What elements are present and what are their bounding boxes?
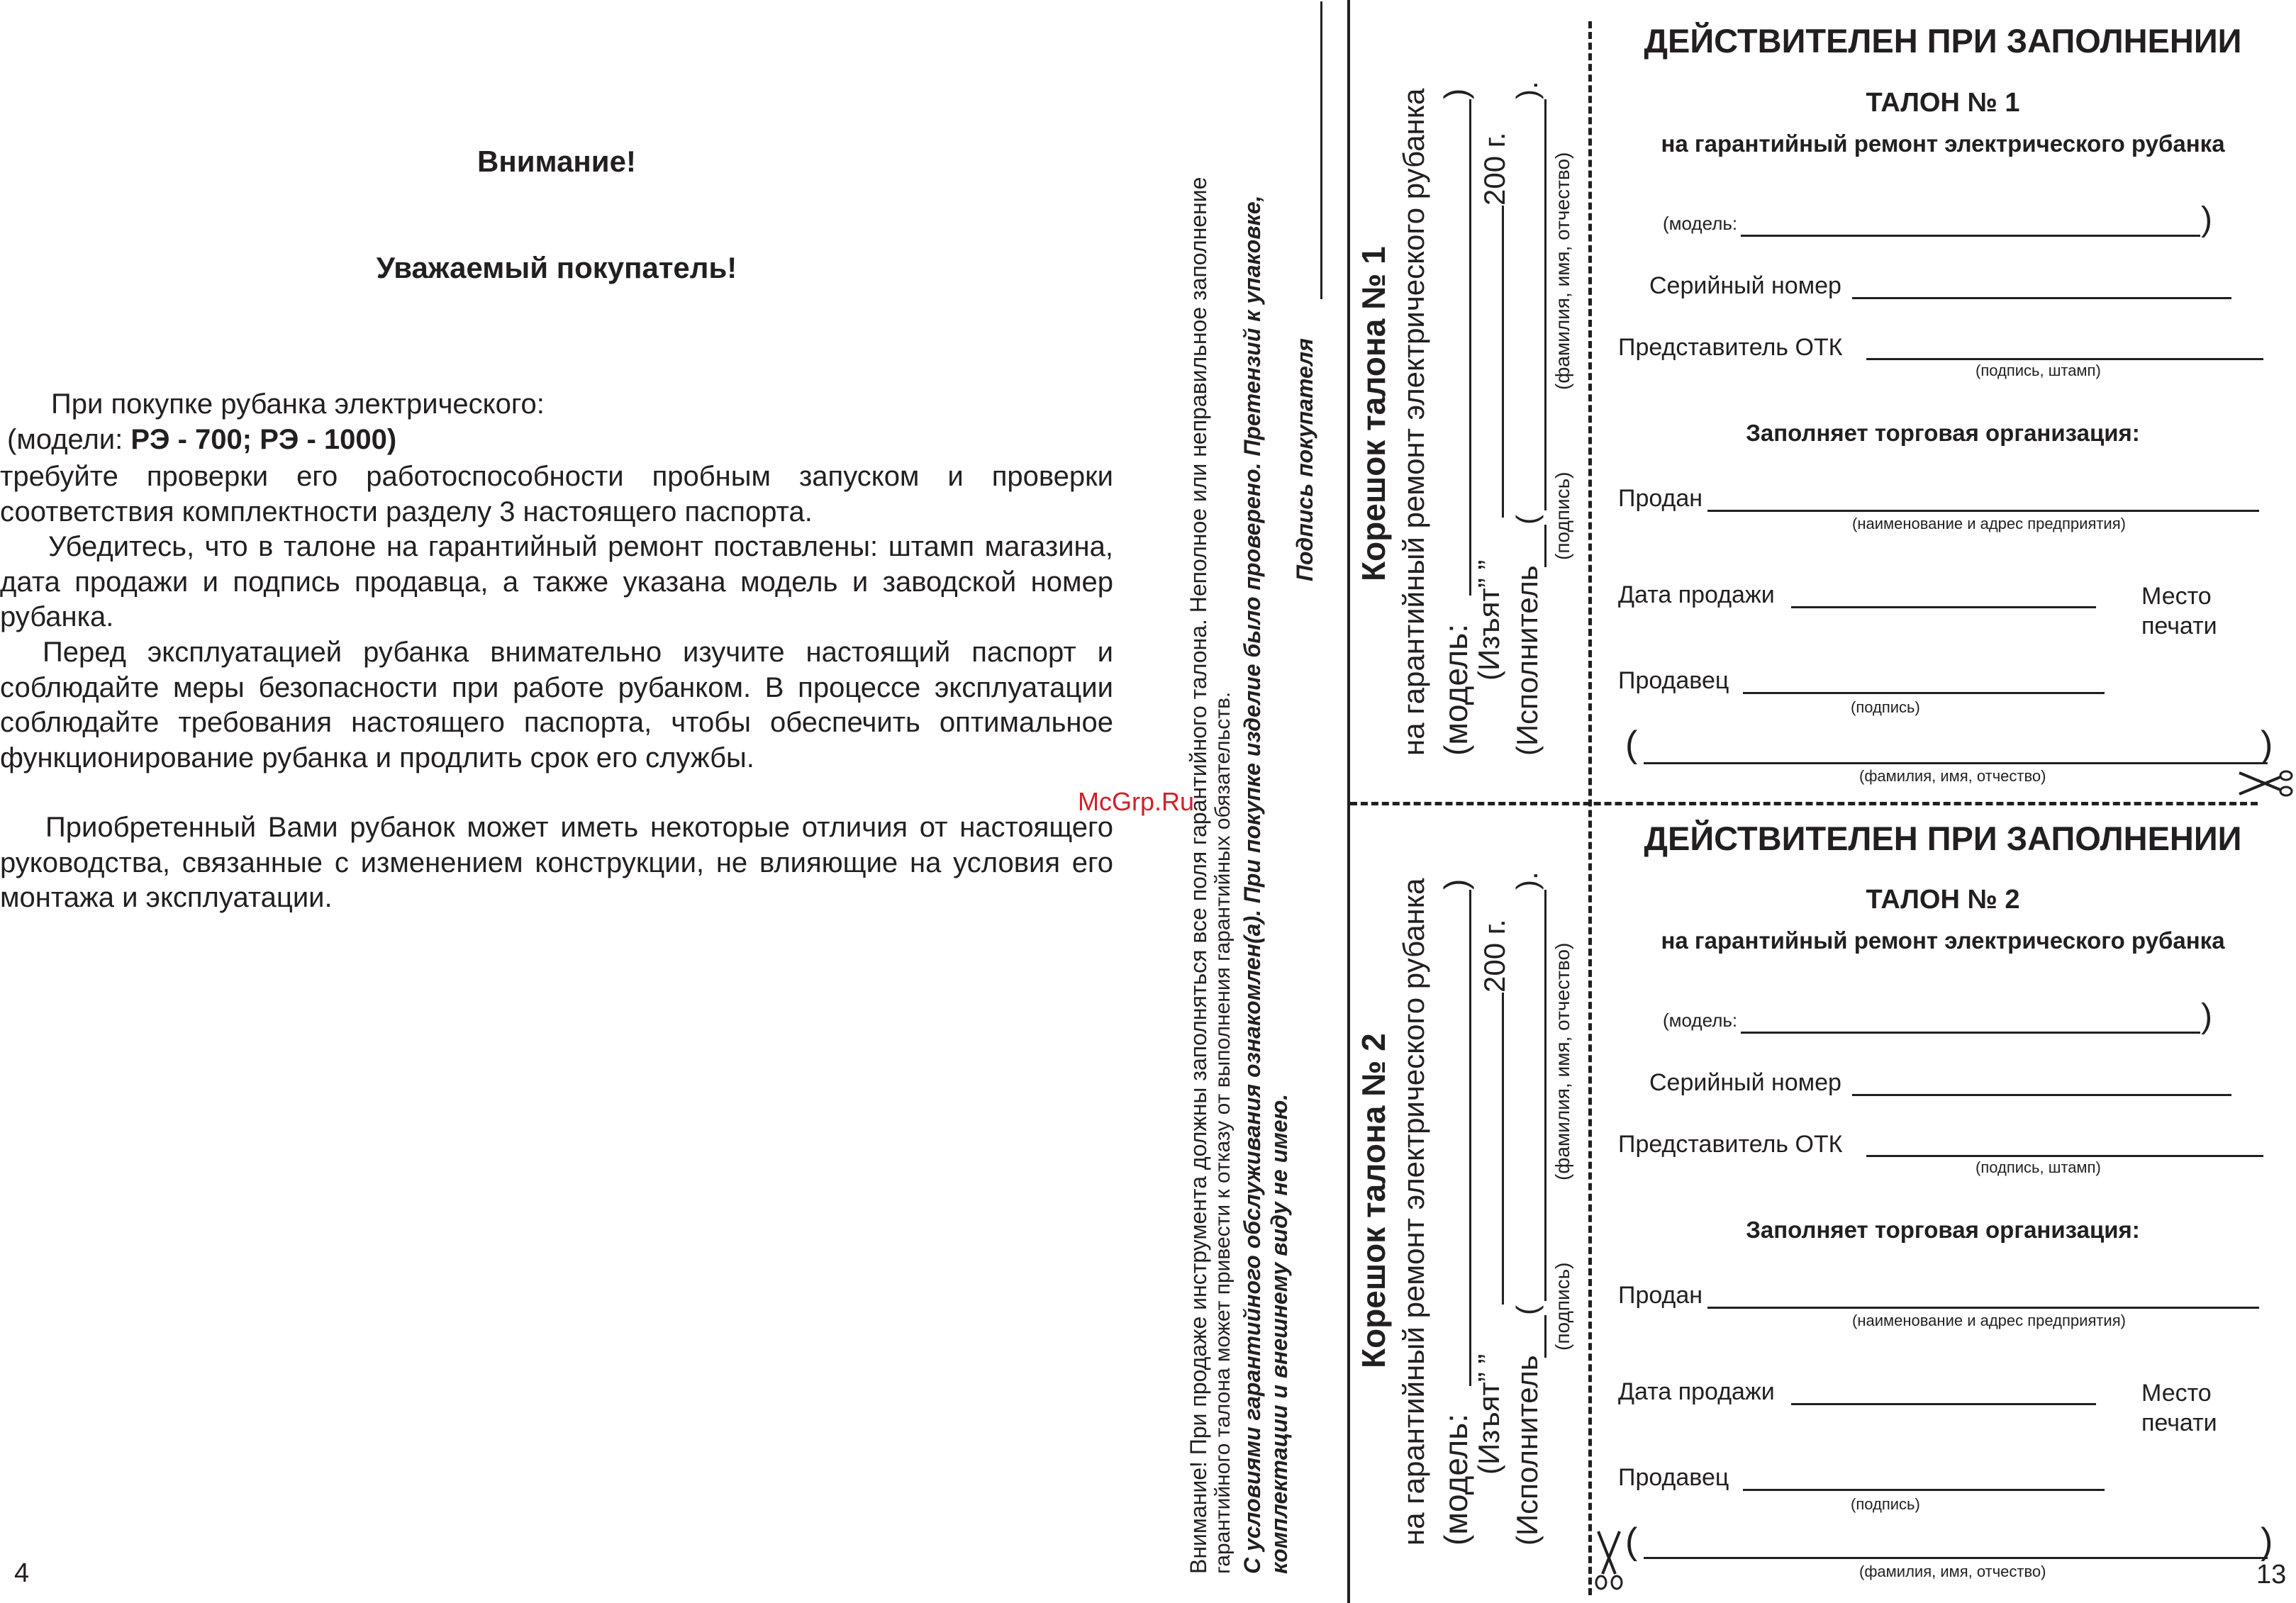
coupon-2-model-label: (модель: bbox=[1663, 1010, 1738, 1031]
coupon-1-stamp-place-2: печати bbox=[2141, 613, 2217, 639]
coupon-2-name-open: ( bbox=[1625, 1521, 1638, 1562]
stub-2-name-hint: (фамилия, имя, отчество) bbox=[1551, 942, 1573, 1180]
page-number-left: 4 bbox=[14, 1558, 30, 1588]
coupon-2-title: ТАЛОН № 2 bbox=[1866, 885, 2020, 915]
coupon-1-trade-org: Заполняет торговая организация: bbox=[1746, 420, 2140, 446]
coupon-2-otk-label: Представитель ОТК bbox=[1618, 1131, 1843, 1158]
vertical-cut-line bbox=[1588, 21, 1592, 1595]
coupon-2-seller-input[interactable] bbox=[1743, 1489, 2105, 1491]
coupon-2-model-input[interactable] bbox=[1741, 1032, 2200, 1034]
coupon-2-sold-input[interactable] bbox=[1707, 1307, 2259, 1309]
intro-line: При покупке рубанка электрического: bbox=[51, 389, 545, 420]
stub-1-model-label: (модель: bbox=[1437, 624, 1474, 756]
coupon-2-stamp-place-1: Место bbox=[2141, 1380, 2212, 1407]
coupon-2-name-input[interactable] bbox=[1644, 1557, 2268, 1559]
stub-2-title: Корешок талона № 2 bbox=[1355, 1033, 1392, 1368]
stub-2-paren-close: ). bbox=[1510, 871, 1544, 890]
coupon-1-serial-input[interactable] bbox=[1852, 297, 2231, 299]
coupon-1-date-label: Дата продажи bbox=[1618, 581, 1775, 608]
stub-2-paren-open: ( bbox=[1510, 1305, 1544, 1315]
coupon-2-name-close: ) bbox=[2261, 1521, 2273, 1562]
buyer-signature-line[interactable] bbox=[1320, 1, 1322, 299]
stub-1-title: Корешок талона № 1 bbox=[1355, 246, 1392, 581]
coupon-1-title: ТАЛОН № 1 bbox=[1866, 88, 2020, 118]
coupon-1-otk-input[interactable] bbox=[1866, 358, 2263, 360]
stub-2-signature-hint: (подпись) bbox=[1551, 1262, 1573, 1351]
coupon-2-serial-input[interactable] bbox=[1852, 1094, 2231, 1096]
stub-2-model-close: ) bbox=[1437, 878, 1474, 890]
coupon-2-date-input[interactable] bbox=[1791, 1403, 2096, 1405]
stub-2-removed: (Изъят” ” bbox=[1472, 1353, 1505, 1475]
coupon-2-serial-label: Серийный номер bbox=[1649, 1069, 1841, 1096]
coupon-1-valid-heading: ДЕЙСТВИТЕЛЕН ПРИ ЗАПОЛНЕНИИ bbox=[1644, 22, 2242, 60]
horizontal-cut-line bbox=[1350, 802, 2258, 805]
buyer-signature-label: Подпись покупателя bbox=[1292, 338, 1317, 581]
stub-1-year: 200 г. bbox=[1478, 132, 1511, 206]
coupon-2-model-close: ) bbox=[2201, 998, 2212, 1035]
page-number-right: 13 bbox=[2256, 1560, 2287, 1590]
stub-1-name-line[interactable] bbox=[1544, 99, 1547, 510]
stub-1-model-line[interactable] bbox=[1469, 99, 1471, 596]
coupon-2-name-hint: (фамилия, имя, отчество) bbox=[1859, 1563, 2046, 1580]
models-line bbox=[7, 424, 396, 456]
stub-2-name-line[interactable] bbox=[1544, 890, 1547, 1301]
paragraph-1: требуйте проверки его работоспособности пробным запуском и проверки соответствия комплектности разделу 3 настоящего паспорта. bbox=[0, 461, 1113, 527]
coupon-1-model-input[interactable] bbox=[1741, 235, 2200, 237]
coupon-2-date-label: Дата продажи bbox=[1618, 1378, 1775, 1405]
paragraph-2: Убедитесь, что в талоне на гарантийный ремонт поставлены: штамп магазина, дата продажи и подпись продавца, а также указана модель и заводской номер рубанка. bbox=[0, 531, 1113, 632]
scissors-icon bbox=[2236, 767, 2293, 800]
coupon-1-subtitle: на гарантийный ремонт электрического рубанка bbox=[1661, 130, 2225, 157]
stub-1-paren-close: ). bbox=[1510, 81, 1544, 99]
stub-1-name-hint: (фамилия, имя, отчество) bbox=[1551, 152, 1573, 390]
coupon-2-subtitle: на гарантийный ремонт электрического рубанка bbox=[1661, 927, 2225, 954]
coupon-2-trade-org: Заполняет торговая организация: bbox=[1746, 1217, 2140, 1243]
coupon-2-valid-heading: ДЕЙСТВИТЕЛЕН ПРИ ЗАПОЛНЕНИИ bbox=[1644, 820, 2242, 857]
coupon-2-otk-hint: (подпись, штамп) bbox=[1975, 1158, 2101, 1176]
models-list: РЭ - 700; РЭ - 1000) bbox=[130, 424, 397, 455]
stub-1-removed-line[interactable] bbox=[1502, 206, 1504, 518]
stub-1-subtitle: на гарантийный ремонт электрического рубанка bbox=[1397, 88, 1430, 756]
coupon-2-sold-label: Продан bbox=[1618, 1282, 1703, 1309]
models-prefix: (модели: bbox=[7, 424, 131, 455]
coupon-1-otk-hint: (подпись, штамп) bbox=[1975, 362, 2101, 379]
stub-2-model-line[interactable] bbox=[1469, 890, 1471, 1386]
coupon-1-name-hint: (фамилия, имя, отчество) bbox=[1859, 767, 2046, 785]
coupon-2-sold-hint: (наименование и адрес предприятия) bbox=[1852, 1312, 2126, 1329]
stub-2-removed-line[interactable] bbox=[1502, 993, 1504, 1305]
stub-2-executor: (Исполнитель bbox=[1510, 1355, 1544, 1546]
coupon-1-date-input[interactable] bbox=[1791, 606, 2096, 608]
coupon-1-stamp-place-1: Место bbox=[2141, 583, 2212, 610]
notice-line-4: комплектации и внешнему виду не имею. bbox=[1266, 1093, 1292, 1574]
coupon-1-seller-label: Продавец bbox=[1618, 667, 1729, 694]
coupon-1-sold-input[interactable] bbox=[1707, 510, 2259, 512]
attention-heading: Внимание! bbox=[477, 145, 636, 178]
coupon-1-model-close: ) bbox=[2201, 201, 2212, 238]
coupon-2-seller-hint: (подпись) bbox=[1851, 1495, 1920, 1513]
coupon-1-name-open: ( bbox=[1625, 724, 1638, 765]
coupon-1-sold-hint: (наименование и адрес предприятия) bbox=[1852, 515, 2126, 532]
coupon-1-name-close: ) bbox=[2261, 724, 2273, 765]
paragraph-3: Перед эксплуатацией рубанка внимательно изучите настоящий паспорт и соблюдайте меры безопасности при работе рубанком. В процессе эксплуатации соблюдайте требования настоящего паспорта, чтобы обеспечить оптимальное функционирование рубанка и продлить срок его службы. bbox=[0, 637, 1113, 773]
coupon-2-seller-label: Продавец bbox=[1618, 1464, 1729, 1491]
coupon-1-seller-input[interactable] bbox=[1743, 692, 2105, 694]
notice-line-3: С условиями гарантийного обслуживания ознакомлен(а). При покупке изделие было проверено. Претензий к упаковке, bbox=[1239, 195, 1265, 1574]
stub-1-executor: (Исполнитель bbox=[1510, 565, 1544, 756]
coupon-1-model-label: (модель: bbox=[1663, 213, 1738, 234]
stub-2-signature-line[interactable] bbox=[1544, 1315, 1547, 1358]
greeting-heading: Уважаемый покупатель! bbox=[376, 251, 737, 284]
coupon-2-stamp-place-2: печати bbox=[2141, 1409, 2217, 1436]
coupon-2-otk-input[interactable] bbox=[1866, 1155, 2263, 1157]
stub-1-signature-hint: (подпись) bbox=[1551, 471, 1573, 560]
notice-line-1: Внимание! При продаже инструмента должны заполняться все поля гарантийного талона. Неполное или неправильное заполнение bbox=[1186, 177, 1211, 1574]
coupon-1-serial-label: Серийный номер bbox=[1649, 272, 1841, 299]
stub-1-signature-line[interactable] bbox=[1544, 525, 1547, 567]
stub-2-subtitle: на гарантийный ремонт электрического рубанка bbox=[1397, 878, 1430, 1546]
coupon-1-seller-hint: (подпись) bbox=[1851, 698, 1920, 716]
notice-line-2: гарантийного талона может привести к отказу от выполнения гарантийных обязательств. bbox=[1211, 691, 1235, 1574]
paragraph-4: Приобретенный Вами рубанок может иметь некоторые отличия от настоящего руководства, связанные с изменением конструкции, не влияющие на условия его монтажа и эксплуатации. bbox=[0, 812, 1113, 913]
coupon-1-otk-label: Представитель ОТК bbox=[1618, 334, 1843, 361]
stub-1-paren-open: ( bbox=[1510, 515, 1544, 525]
watermark: McGrp.Ru bbox=[1078, 787, 1195, 816]
stub-1-model-close: ) bbox=[1437, 88, 1474, 99]
stub-2-year: 200 г. bbox=[1478, 919, 1511, 993]
coupon-1-sold-label: Продан bbox=[1618, 485, 1703, 512]
stub-1-removed: (Изъят” ” bbox=[1472, 559, 1505, 681]
stub-2-model-label: (модель: bbox=[1437, 1414, 1474, 1546]
scissors-icon bbox=[1593, 1529, 1625, 1594]
coupon-1-name-input[interactable] bbox=[1644, 762, 2268, 764]
